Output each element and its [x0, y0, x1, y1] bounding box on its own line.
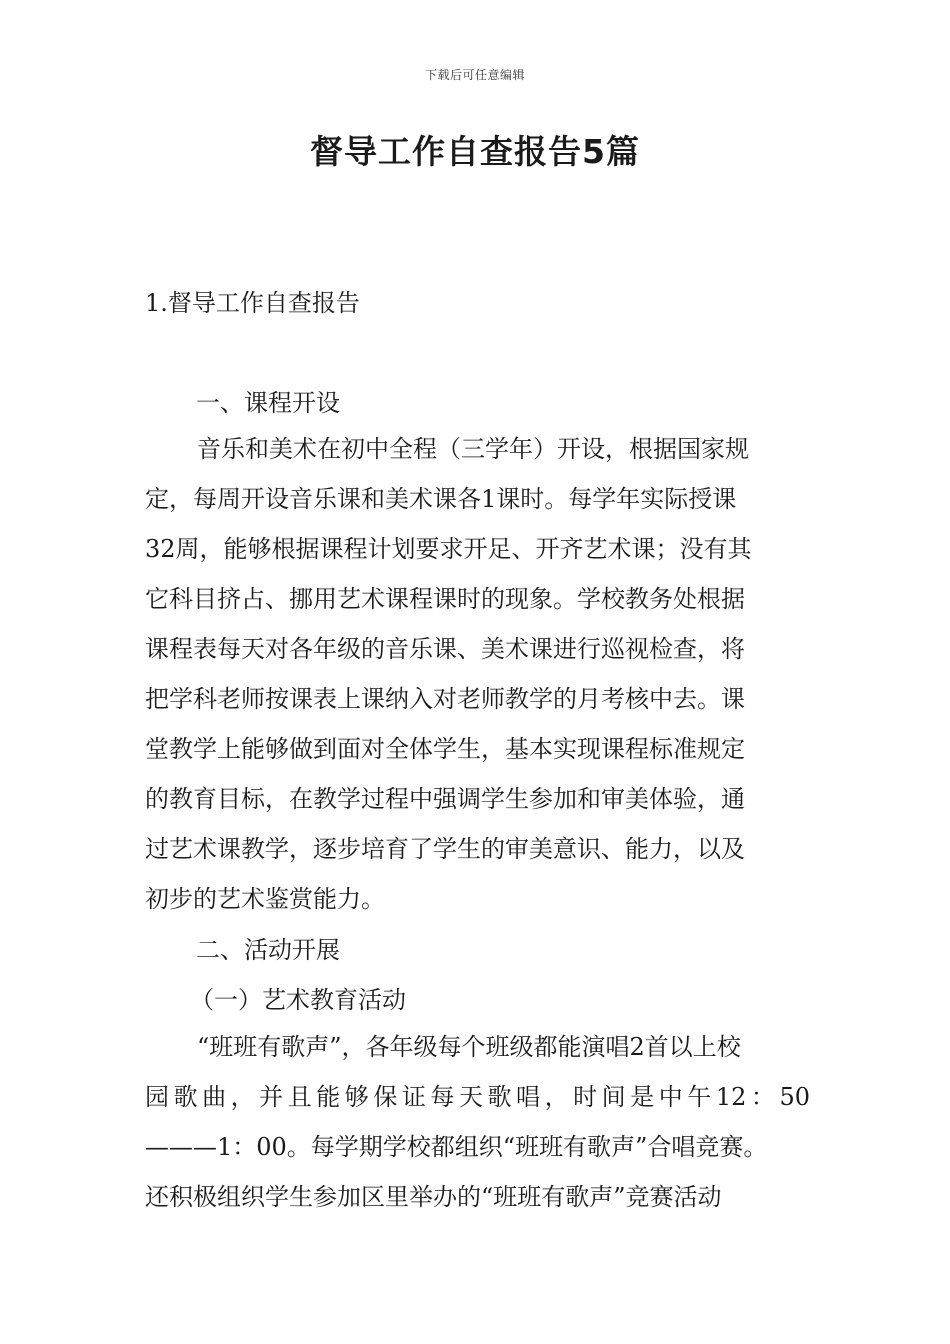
- paragraph-line: 把学科老师按课表上课纳入对老师教学的月考核中去。课: [145, 685, 745, 713]
- section-label: 1.督导工作自查报告: [145, 289, 360, 317]
- paragraph-line: 它科目挤占、挪用艺术课程课时的现象。学校教务处根据: [145, 585, 745, 613]
- paragraph-line: 音乐和美术在初中全程（三学年）开设，根据国家规: [197, 435, 749, 463]
- heading-activities: 二、活动开展: [196, 936, 340, 964]
- paragraph-line: 过艺术课教学，逐步培育了学生的审美意识、能力，以及: [145, 835, 745, 863]
- subheading-art-education: （一）艺术教育活动: [190, 986, 406, 1014]
- paragraph-line: 园歌曲，并且能够保证每天歌唱，时间是中午12：50: [145, 1083, 810, 1111]
- header-note: 下载后可任意编辑: [424, 68, 525, 82]
- paragraph-line: 32周，能够根据课程计划要求开足、开齐艺术课；没有其: [145, 535, 752, 563]
- paragraph-art-activities: [145, 1022, 810, 1222]
- paragraph-line: 堂教学上能够做到面对全体学生，基本实现课程标准规定: [145, 735, 745, 763]
- document-title: 督导工作自查报告5篇: [310, 132, 640, 171]
- paragraph-line: 课程表每天对各年级的音乐课、美术课进行巡视检查，将: [145, 635, 745, 663]
- paragraph-line: “班班有歌声”，各年级每个班级都能演唱2首以上校: [197, 1033, 741, 1061]
- paragraph-line: 还积极组织学生参加区里举办的“班班有歌声”竞赛活动: [145, 1183, 722, 1211]
- paragraph-line: 的教育目标，在教学过程中强调学生参加和审美体验，通: [145, 785, 745, 813]
- paragraph-line: 定，每周开设音乐课和美术课各1课时。每学年实际授课: [145, 485, 737, 513]
- paragraph-line: ———1：00。每学期学校都组织“班班有歌声”合唱竞赛。: [145, 1133, 768, 1161]
- paragraph-line: 初步的艺术鉴赏能力。: [145, 885, 385, 913]
- heading-course-setup: 一、课程开设: [196, 389, 340, 417]
- paragraph-course-setup: [145, 424, 810, 924]
